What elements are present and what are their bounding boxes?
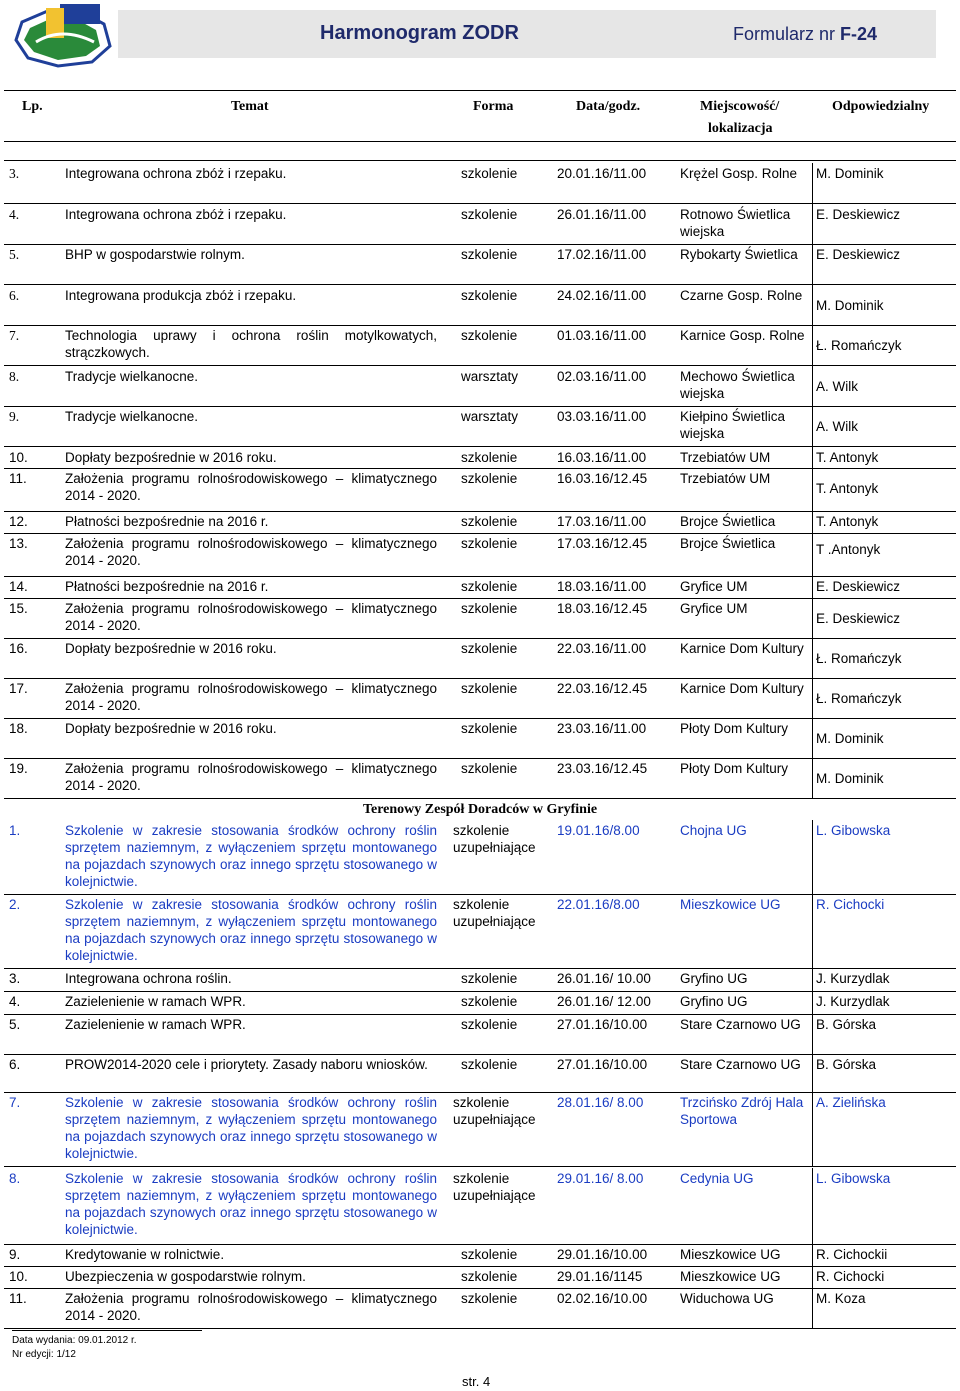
column-divider — [812, 244, 813, 284]
column-divider — [812, 406, 813, 446]
table-row — [4, 1054, 956, 1093]
row-form: szkolenie — [461, 641, 518, 656]
row-responsible: Ł. Romańczyk — [816, 651, 902, 666]
row-date: 20.01.16/11.00 — [557, 166, 647, 181]
column-divider — [812, 1266, 813, 1288]
row-topic: Integrowana produkcja zbóż i rzepaku. — [65, 288, 297, 303]
table-row — [4, 576, 956, 599]
table-row — [4, 718, 956, 759]
column-divider — [812, 204, 813, 244]
col-odpowiedzialny: Odpowiedzialny — [832, 99, 930, 114]
column-divider — [812, 533, 813, 576]
row-form: szkolenie — [461, 1057, 518, 1072]
row-number: 6. — [9, 288, 20, 303]
row-date: 27.01.16/10.00 — [557, 1057, 648, 1072]
row-number: 2. — [9, 897, 21, 912]
row-location: Stare Czarnowo UG — [680, 1017, 801, 1032]
row-date: 02.03.16/11.00 — [557, 369, 647, 384]
header-spacer — [4, 142, 956, 161]
col-data: Data/godz. — [576, 99, 641, 114]
row-responsible: E. Deskiewicz — [816, 207, 901, 222]
row-topic: Integrowana ochrona zbóż i rzepaku. — [65, 166, 287, 181]
row-date: 18.03.16/12.45 — [557, 601, 648, 616]
column-divider — [812, 678, 813, 718]
row-location: Trzcińsko Zdrój Hala Sportowa — [680, 1095, 804, 1127]
row-location: Karnice Dom Kultury — [680, 641, 804, 656]
row-number: 11. — [9, 471, 27, 486]
footer-divider — [12, 1330, 202, 1331]
row-number: 3. — [9, 971, 21, 986]
row-responsible: J. Kurzydlak — [816, 994, 890, 1009]
row-location: Brojce Świetlica — [680, 514, 776, 529]
row-responsible: M. Koza — [816, 1291, 866, 1306]
row-responsible: T. Antonyk — [816, 514, 879, 529]
row-responsible: L. Gibowska — [816, 823, 891, 838]
row-topic: Szkolenie w zakresie stosowania środków ochrony roślin sprzętem naziemnym, z wyłączeniem sprzętu montowanego na pojazdach szynowych oraz innego sprzętu stosowanego w kolejnictwie. — [65, 1171, 437, 1237]
row-form: szkolenie uzupełniające — [453, 1171, 536, 1203]
table-row — [4, 1244, 956, 1267]
row-topic: Kredytowanie w rolnictwie. — [65, 1247, 225, 1262]
footer — [12, 1334, 137, 1362]
row-responsible: M. Dominik — [816, 731, 884, 746]
row-form: szkolenie — [461, 207, 518, 222]
row-responsible: R. Cichocki — [816, 897, 885, 912]
row-date: 01.03.16/11.00 — [557, 328, 647, 343]
row-date: 16.03.16/12.45 — [557, 471, 648, 486]
row-date: 28.01.16/ 8.00 — [557, 1095, 644, 1110]
form-code: F-24 — [840, 24, 878, 44]
row-topic: BHP w gospodarstwie rolnym. — [65, 247, 245, 262]
column-divider — [812, 163, 813, 203]
table-row — [4, 678, 956, 719]
row-number: 18. — [9, 721, 28, 736]
row-number: 4. — [9, 207, 20, 222]
row-date: 17.03.16/12.45 — [557, 536, 648, 551]
odr-logo-icon — [6, 2, 118, 68]
row-form: szkolenie — [461, 681, 518, 696]
row-form: szkolenie — [461, 1247, 518, 1262]
row-topic: Tradycje wielkanocne. — [65, 409, 199, 424]
row-form: szkolenie — [461, 971, 518, 986]
row-number: 7. — [9, 328, 20, 343]
form-number — [733, 24, 877, 45]
row-location: Gryfice UM — [680, 601, 748, 616]
row-location: Karnice Gosp. Rolne — [680, 328, 805, 343]
row-responsible: T .Antonyk — [816, 542, 881, 557]
column-divider — [812, 366, 813, 406]
column-divider — [812, 894, 813, 968]
row-responsible: M. Dominik — [816, 166, 884, 181]
row-responsible: A. Zielińska — [816, 1095, 886, 1110]
column-divider — [812, 285, 813, 325]
row-number: 17. — [9, 681, 28, 696]
row-location: Stare Czarnowo UG — [680, 1057, 801, 1072]
table-row — [4, 244, 956, 285]
column-divider — [812, 1092, 813, 1166]
row-location: Gryfice UM — [680, 579, 748, 594]
row-date: 22.01.16/8.00 — [557, 897, 640, 912]
table-row — [4, 511, 956, 534]
row-topic: PROW2014-2020 cele i priorytety. Zasady naboru wniosków. — [65, 1057, 428, 1072]
row-topic: Ubezpieczenia w gospodarstwie rolnym. — [65, 1269, 306, 1284]
row-form: szkolenie — [461, 761, 518, 776]
row-number: 9. — [9, 1247, 21, 1262]
column-divider — [812, 468, 813, 511]
column-divider — [812, 598, 813, 638]
table-header — [4, 90, 956, 142]
row-location: Gryfino UG — [680, 994, 748, 1009]
row-date: 26.01.16/ 12.00 — [557, 994, 651, 1009]
row-location: Płoty Dom Kultury — [680, 761, 789, 776]
row-location: Płoty Dom Kultury — [680, 721, 789, 736]
column-divider — [812, 511, 813, 533]
row-topic: Założenia programu rolnośrodowiskowego – klimatycznego 2014 - 2020. — [65, 536, 437, 568]
row-number: 16. — [9, 641, 28, 656]
column-divider — [812, 1054, 813, 1092]
row-location: Mechowo Świetlica wiejska — [680, 369, 795, 401]
row-location: Karnice Dom Kultury — [680, 681, 804, 696]
row-topic: Tradycje wielkanocne. — [65, 369, 199, 384]
row-form: szkolenie — [461, 579, 518, 594]
row-number: 8. — [9, 369, 20, 384]
row-responsible: R. Cichocki — [816, 1269, 885, 1284]
row-location: Cedynia UG — [680, 1171, 754, 1186]
row-responsible: E. Deskiewicz — [816, 579, 901, 594]
row-topic: Szkolenie w zakresie stosowania środków ochrony roślin sprzętem naziemnym, z wyłączeniem sprzętu montowanego na pojazdach szynowych oraz innego sprzętu stosowanego w kolejnictwie. — [65, 823, 437, 889]
row-date: 27.01.16/10.00 — [557, 1017, 648, 1032]
row-responsible: M. Dominik — [816, 771, 884, 786]
column-divider — [812, 1244, 813, 1266]
column-divider — [812, 991, 813, 1014]
row-form: szkolenie — [461, 1269, 518, 1284]
row-number: 5. — [9, 247, 20, 262]
row-location: Mieszkowice UG — [680, 1247, 781, 1262]
document-header — [0, 0, 960, 68]
form-label: Formularz nr — [733, 24, 841, 44]
row-form: warsztaty — [461, 369, 519, 384]
row-topic: Integrowana ochrona roślin. — [65, 971, 232, 986]
row-topic: Założenia programu rolnośrodowiskowego – klimatycznego 2014 - 2020. — [65, 761, 437, 793]
row-date: 22.03.16/12.45 — [557, 681, 648, 696]
table-row — [4, 894, 956, 969]
table-row — [4, 366, 956, 407]
row-form: szkolenie — [461, 1017, 518, 1032]
row-location: Czarne Gosp. Rolne — [680, 288, 803, 303]
column-divider — [812, 576, 813, 598]
row-date: 23.03.16/12.45 — [557, 761, 648, 776]
column-divider — [812, 718, 813, 758]
row-topic: Płatności bezpośrednie na 2016 r. — [65, 579, 269, 594]
table-row — [4, 1092, 956, 1167]
column-divider — [812, 820, 813, 894]
row-form: szkolenie uzupełniające — [453, 897, 536, 929]
table-row — [4, 325, 956, 366]
column-divider — [812, 447, 813, 468]
row-topic: Integrowana ochrona zbóż i rzepaku. — [65, 207, 287, 222]
edition-number: Nr edycji: 1/12 — [12, 1349, 76, 1360]
row-form: warsztaty — [461, 409, 519, 424]
row-location: Rotnowo Świetlica wiejska — [680, 207, 791, 239]
row-responsible: L. Gibowska — [816, 1171, 891, 1186]
row-form: szkolenie — [461, 450, 518, 465]
column-divider — [812, 758, 813, 798]
table-row — [4, 968, 956, 992]
row-number: 12. — [9, 514, 28, 529]
col-temat: Temat — [231, 99, 269, 114]
row-form: szkolenie uzupełniające — [453, 1095, 536, 1127]
column-divider — [812, 1014, 813, 1054]
table-row — [4, 163, 956, 204]
row-responsible: Ł. Romańczyk — [816, 691, 902, 706]
row-number: 19. — [9, 761, 28, 776]
row-number: 14. — [9, 579, 28, 594]
row-form: szkolenie — [461, 166, 518, 181]
table-row — [4, 598, 956, 639]
row-date: 29.01.16/10.00 — [557, 1247, 648, 1262]
row-responsible: B. Górska — [816, 1017, 877, 1032]
row-responsible: Ł. Romańczyk — [816, 338, 902, 353]
issue-date: Data wydania: 09.01.2012 r. — [12, 1335, 137, 1346]
row-topic: Dopłaty bezpośrednie w 2016 roku. — [65, 721, 277, 736]
row-location: Krężel Gosp. Rolne — [680, 166, 798, 181]
row-location: Trzebiatów UM — [680, 450, 771, 465]
table-row — [4, 638, 956, 679]
row-date: 26.01.16/11.00 — [557, 207, 647, 222]
row-responsible: E. Deskiewicz — [816, 611, 901, 626]
row-date: 18.03.16/11.00 — [557, 579, 647, 594]
table-row — [4, 1288, 956, 1329]
row-location: Rybokarty Świetlica — [680, 247, 798, 262]
row-number: 7. — [9, 1095, 21, 1110]
row-number: 11. — [9, 1291, 27, 1306]
row-number: 6. — [9, 1057, 21, 1072]
row-location: Widuchowa UG — [680, 1291, 774, 1306]
row-topic: Szkolenie w zakresie stosowania środków ochrony roślin sprzętem naziemnym, z wyłączeniem sprzętu montowanego na pojazdach szynowych oraz innego sprzętu stosowanego w kolejnictwie. — [65, 1095, 437, 1161]
row-form: szkolenie — [461, 514, 518, 529]
row-date: 02.02.16/10.00 — [557, 1291, 648, 1306]
row-location: Gryfino UG — [680, 971, 748, 986]
row-responsible: R. Cichockii — [816, 1247, 888, 1262]
row-location: Mieszkowice UG — [680, 1269, 781, 1284]
row-number: 15. — [9, 601, 28, 616]
row-date: 16.03.16/11.00 — [557, 450, 647, 465]
row-form: szkolenie — [461, 994, 518, 1009]
page-number: str. 4 — [462, 1374, 491, 1389]
col-miejsce: Miejscowość/ — [700, 99, 780, 114]
row-number: 4. — [9, 994, 21, 1009]
table-row — [4, 1168, 956, 1245]
row-form: szkolenie — [461, 536, 518, 551]
row-responsible: A. Wilk — [816, 419, 858, 434]
row-location: Brojce Świetlica — [680, 536, 776, 551]
row-topic: Szkolenie w zakresie stosowania środków ochrony roślin sprzętem naziemnym, z wyłączeniem sprzętu montowanego na pojazdach szynowych oraz innego sprzętu stosowanego w kolejnictwie. — [65, 897, 437, 963]
row-responsible: M. Dominik — [816, 298, 884, 313]
col-forma: Forma — [473, 99, 514, 114]
table-row — [4, 1266, 956, 1289]
row-topic: Płatności bezpośrednie na 2016 r. — [65, 514, 269, 529]
row-form: szkolenie — [461, 247, 518, 262]
row-date: 23.03.16/11.00 — [557, 721, 647, 736]
row-responsible: B. Górska — [816, 1057, 877, 1072]
table-row — [4, 204, 956, 245]
col-lokalizacja: lokalizacja — [708, 121, 773, 136]
row-date: 17.02.16/11.00 — [557, 247, 647, 262]
row-topic: Dopłaty bezpośrednie w 2016 roku. — [65, 450, 277, 465]
row-number: 10. — [9, 1269, 28, 1284]
table-row — [4, 1014, 956, 1055]
row-number: 8. — [9, 1171, 21, 1186]
row-topic: Założenia programu rolnośrodowiskowego – klimatycznego 2014 - 2020. — [65, 601, 437, 633]
table-row — [4, 758, 956, 799]
row-number: 13. — [9, 536, 28, 551]
col-lp: Lp. — [22, 99, 43, 114]
row-number: 3. — [9, 166, 20, 181]
row-number: 1. — [9, 823, 21, 838]
row-topic: Technologia uprawy i ochrona roślin motylkowatych, strączkowych. — [65, 328, 437, 360]
column-divider — [812, 325, 813, 365]
section-title: Terenowy Zespół Doradców w Gryfinie — [362, 802, 598, 817]
table-row — [4, 285, 956, 326]
row-form: szkolenie — [461, 328, 518, 343]
row-form: szkolenie — [461, 721, 518, 736]
row-topic: Założenia programu rolnośrodowiskowego – klimatycznego 2014 - 2020. — [65, 1291, 437, 1323]
table-row — [4, 991, 956, 1015]
column-divider — [812, 1168, 813, 1244]
row-number: 5. — [9, 1017, 21, 1032]
row-date: 22.03.16/11.00 — [557, 641, 647, 656]
row-responsible: J. Kurzydlak — [816, 971, 890, 986]
row-responsible: T. Antonyk — [816, 450, 879, 465]
row-topic: Dopłaty bezpośrednie w 2016 roku. — [65, 641, 277, 656]
row-form: szkolenie — [461, 1291, 518, 1306]
header-title: Harmonogram ZODR — [320, 22, 519, 44]
row-form: szkolenie — [461, 601, 518, 616]
row-responsible: A. Wilk — [816, 379, 858, 394]
row-location: Mieszkowice UG — [680, 897, 781, 912]
row-number: 9. — [9, 409, 20, 424]
table-row — [4, 468, 956, 512]
row-topic: Zazielenienie w ramach WPR. — [65, 1017, 246, 1032]
row-topic: Założenia programu rolnośrodowiskowego – klimatycznego 2014 - 2020. — [65, 681, 437, 713]
row-form: szkolenie uzupełniające — [453, 823, 536, 855]
row-topic: Zazielenienie w ramach WPR. — [65, 994, 246, 1009]
column-divider — [812, 638, 813, 678]
row-number: 10. — [9, 450, 28, 465]
row-date: 29.01.16/1145 — [557, 1269, 643, 1284]
row-topic: Założenia programu rolnośrodowiskowego – klimatycznego 2014 - 2020. — [65, 471, 437, 503]
row-date: 24.02.16/11.00 — [557, 288, 647, 303]
row-location: Chojna UG — [680, 823, 747, 838]
table-row — [4, 406, 956, 447]
column-divider — [812, 1288, 813, 1328]
row-date: 29.01.16/ 8.00 — [557, 1171, 644, 1186]
table-row — [4, 447, 956, 469]
row-date: 19.01.16/8.00 — [557, 823, 640, 838]
row-form: szkolenie — [461, 288, 518, 303]
row-responsible: E. Deskiewicz — [816, 247, 901, 262]
table-row — [4, 533, 956, 577]
row-date: 17.03.16/11.00 — [557, 514, 647, 529]
row-location: Trzebiatów UM — [680, 471, 771, 486]
column-divider — [812, 968, 813, 991]
row-location: Kiełpino Świetlica wiejska — [680, 409, 786, 441]
row-date: 26.01.16/ 10.00 — [557, 971, 651, 986]
row-responsible: T. Antonyk — [816, 481, 879, 496]
row-form: szkolenie — [461, 471, 518, 486]
table-row — [4, 820, 956, 895]
row-date: 03.03.16/11.00 — [557, 409, 647, 424]
